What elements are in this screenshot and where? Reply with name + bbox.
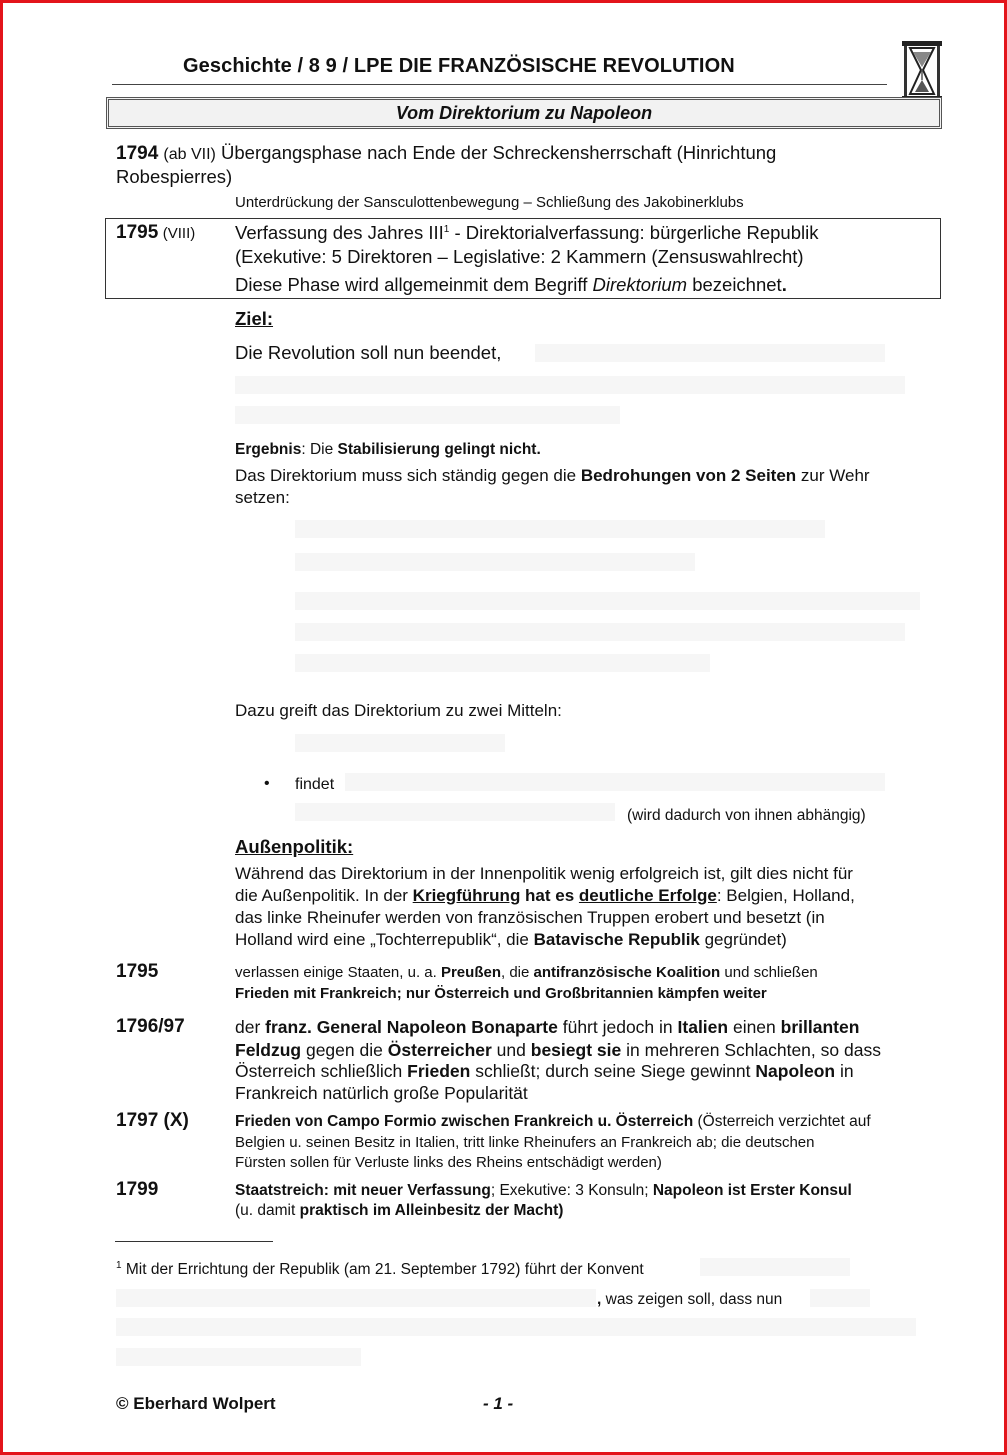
- footer-author: © Eberhard Wolpert: [116, 1394, 276, 1413]
- bedrohung-cont: setzen:: [235, 488, 290, 507]
- aussen-line2: [235, 885, 855, 907]
- entry-1799-line1: [235, 1181, 852, 1201]
- bedrohung-text: Das Direktorium muss sich ständig gegen die: [235, 466, 581, 485]
- blank-fill-area: [295, 623, 905, 641]
- t: ; Exekutive: 3 Konsuln;: [490, 1182, 653, 1199]
- page-number: - 1 -: [483, 1394, 514, 1413]
- kriegfuehrung: Kriegführung: [412, 886, 521, 905]
- section-title: Vom Direktorium zu Napoleon: [106, 97, 942, 129]
- koalition: antifranzösische Koalition: [533, 964, 721, 981]
- ergebnis-label: Ergebnis: [235, 441, 302, 458]
- year-1794: 1794: [116, 143, 159, 164]
- bedrohung-text-end: zur Wehr: [796, 466, 870, 485]
- entry-1796-line1: [235, 1016, 859, 1038]
- t: (u. damit: [235, 1202, 300, 1219]
- entry-1796-line3: [235, 1060, 854, 1082]
- italien: Italien: [677, 1017, 729, 1037]
- directorium-term: Direktorium: [592, 274, 688, 295]
- ergebnis-sep: : Die: [301, 441, 338, 458]
- comma: ,: [597, 1291, 602, 1308]
- entry-1796-line4: Frankreich natürlich große Popularität: [235, 1083, 528, 1103]
- blank-fill-area: [295, 553, 695, 571]
- year-1795: 1795: [116, 222, 159, 243]
- year-1797: 1797 (X): [116, 1110, 189, 1131]
- staatstreich: Staatstreich: mit neuer Verfassung: [235, 1182, 491, 1199]
- mittel-bullet-text: findet: [295, 776, 335, 793]
- entry-1794-line: [116, 141, 776, 167]
- t: in: [835, 1061, 854, 1081]
- preussen: Preußen: [440, 964, 501, 981]
- aussen-text: Holland wird eine „Tochterrepublik“, die: [235, 930, 534, 949]
- blank-fill-area: [295, 654, 710, 672]
- erster-konsul: Napoleon ist Erster Konsul: [652, 1182, 852, 1199]
- bedrohung-bold: Bedrohungen von 2 Seiten: [580, 466, 797, 485]
- blank-fill-area: [295, 592, 920, 610]
- t: einen: [728, 1017, 781, 1037]
- year-note-1794: (ab VII): [163, 146, 216, 163]
- ziel-text: Die Revolution soll nun beendet,: [235, 342, 502, 363]
- t: verlassen einige Staaten, u. a.: [235, 964, 441, 981]
- blank-fill-area: [700, 1258, 850, 1276]
- footnote-line1: [116, 1260, 644, 1280]
- entry-1796-line2: [235, 1039, 881, 1061]
- blank-fill-area: [295, 803, 615, 821]
- t: der: [235, 1017, 266, 1037]
- footnote-line2: [597, 1290, 782, 1310]
- brillanten: brillanten: [780, 1017, 860, 1037]
- footnote-rule: [115, 1241, 273, 1242]
- constitution-text: Verfassung des Jahres III: [235, 222, 444, 243]
- phase-text: Diese Phase wird allgemeinmit dem Begriff: [235, 274, 593, 295]
- blank-fill-area: [810, 1289, 870, 1307]
- blank-fill-area: [235, 406, 620, 424]
- napoleon-bonaparte: franz. General Napoleon Bonaparte: [265, 1017, 558, 1037]
- footnote-ref[interactable]: 1: [443, 223, 450, 235]
- footnote-mark: 1: [116, 1259, 122, 1271]
- t: (Österreich verzichtet auf: [693, 1113, 871, 1130]
- napoleon: Napoleon: [755, 1061, 836, 1081]
- aussenpolitik-heading: Außenpolitik:: [235, 836, 354, 857]
- bedrohung-line: [235, 465, 870, 487]
- aussen-text-end: gegründet): [699, 930, 787, 949]
- t: und: [491, 1040, 531, 1060]
- batavische-republik: Batavische Republik: [533, 930, 700, 949]
- entry-1795-line2: (Exekutive: 5 Direktoren – Legislative: 2 Kammern (Zensuswahlrecht): [235, 246, 804, 267]
- t: in mehreren Schlachten, so dass: [621, 1040, 881, 1060]
- entry-1795-year-line: [116, 222, 195, 244]
- blank-fill-area: [116, 1318, 916, 1336]
- campo-formio: Frieden von Campo Formio zwischen Frankreich u. Österreich: [235, 1113, 694, 1130]
- footnote-text2: was zeigen soll, dass nun: [601, 1291, 783, 1308]
- aussen-text: die Außenpolitik. In der: [235, 886, 413, 905]
- ergebnis-line: [235, 439, 541, 460]
- frieden: Frieden: [407, 1061, 471, 1081]
- entry-1795-line3: [235, 273, 787, 297]
- ergebnis-result: Stabilisierung gelingt nicht.: [337, 441, 541, 458]
- t: und schließen: [720, 964, 818, 981]
- t: , die: [500, 964, 534, 981]
- blank-fill-area: [535, 344, 885, 362]
- entry-1795b-line1: [235, 963, 818, 983]
- year-1799: 1799: [116, 1179, 159, 1200]
- entry-1797-line1: [235, 1112, 871, 1132]
- feldzug: Feldzug: [235, 1040, 302, 1060]
- blank-fill-area: [295, 520, 825, 538]
- entry-1794-sub: Unterdrückung der Sansculottenbewegung – Schließung des Jakobinerklubs: [235, 194, 744, 211]
- directorial-text: - Direktorialverfassung: bürgerliche Republik: [449, 222, 819, 243]
- aussen-line1: Während das Direktorium in der Innenpolitik wenig erfolgreich ist, gilt dies nicht für: [235, 864, 853, 883]
- aussen-text-end: : Belgien, Holland,: [716, 886, 855, 905]
- mittel-intro: Dazu greift das Direktorium zu zwei Mitteln:: [235, 701, 562, 720]
- mittel-note: (wird dadurch von ihnen abhängig): [627, 807, 866, 824]
- year-note-1795: (VIII): [162, 225, 196, 242]
- entry-1799-line2: [235, 1201, 563, 1221]
- alleinbesitz: praktisch im Alleinbesitz der Macht): [299, 1202, 564, 1219]
- header-rule: [112, 84, 887, 85]
- blank-fill-area: [295, 734, 505, 752]
- blank-fill-area: [116, 1348, 361, 1366]
- year-1796: 1796/97: [116, 1016, 185, 1037]
- blank-fill-area: [116, 1289, 596, 1307]
- entry-1794-text-cont: Robespierres): [116, 166, 233, 187]
- aussen-line3: das linke Rheinufer werden von französischen Truppen erobert und besetzt (in: [235, 908, 825, 927]
- t: schließt; durch seine Siege gewinnt: [470, 1061, 756, 1081]
- blank-fill-area: [345, 773, 885, 791]
- entry-1797-line2: Belgien u. seinen Besitz in Italien, tritt linke Rheinufers an Frankreich ab; die deutschen: [235, 1134, 815, 1151]
- aussen-line4: [235, 929, 787, 951]
- oesterreicher: Österreicher: [387, 1040, 492, 1060]
- page-header-title: Geschichte / 8 9 / LPE DIE FRANZÖSISCHE REVOLUTION: [183, 55, 735, 77]
- ziel-heading: Ziel:: [235, 308, 274, 329]
- hourglass-icon: [900, 40, 944, 102]
- aussen-bold: hat es: [520, 886, 579, 905]
- period: .: [781, 274, 787, 295]
- t: Österreich schließlich: [235, 1061, 408, 1081]
- footnote-text: Mit der Errichtung der Republik (am 21. September 1792) führt der Konvent: [121, 1261, 644, 1278]
- phase-text-end: bezeichnet: [687, 274, 782, 295]
- deutliche-erfolge: deutliche Erfolge: [578, 886, 717, 905]
- besiegt-sie: besiegt sie: [530, 1040, 622, 1060]
- t: gegen die: [301, 1040, 388, 1060]
- year-1795b: 1795: [116, 961, 159, 982]
- bullet-dot: •: [264, 775, 270, 792]
- entry-1794-text: Übergangsphase nach Ende der Schreckensherrschaft (Hinrichtung: [221, 142, 777, 163]
- entry-1797-line3: Fürsten sollen für Verluste links des Rheins entschädigt werden): [235, 1154, 662, 1171]
- entry-1795b-line2: Frieden mit Frankreich; nur Österreich und Großbritannien kämpfen weiter: [235, 985, 767, 1002]
- t: führt jedoch in: [557, 1017, 678, 1037]
- entry-1795-line1: [235, 221, 818, 245]
- blank-fill-area: [235, 376, 905, 394]
